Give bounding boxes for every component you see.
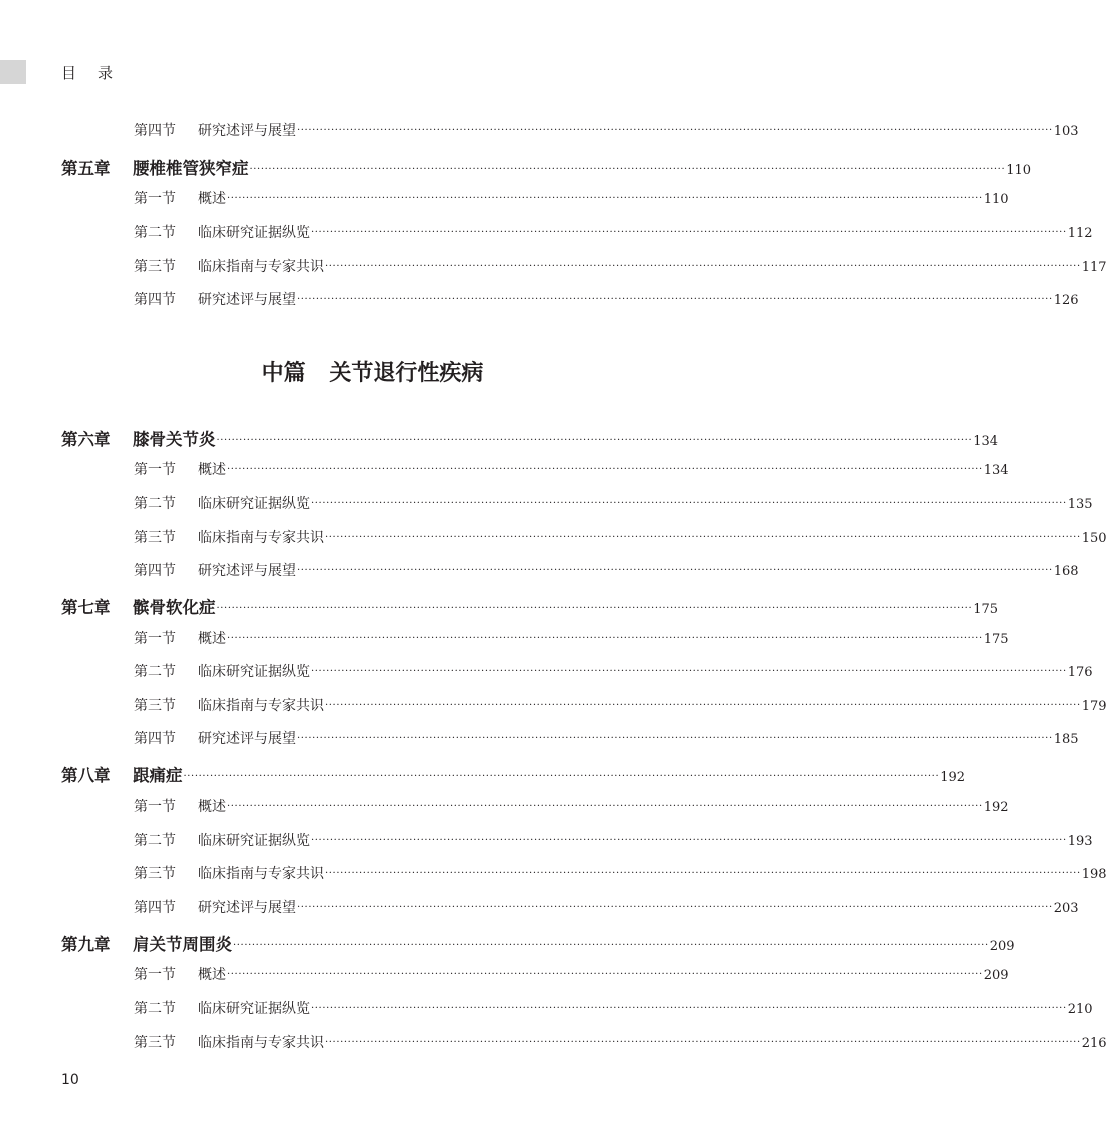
dot-leader: ········································································································································································································ — [227, 193, 983, 204]
toc-entry-page: 192 — [940, 770, 966, 785]
toc-entry-page: 175 — [973, 602, 999, 617]
toc-section-entry[interactable] — [134, 527, 1107, 547]
dot-leader: ········································································································································································································ — [311, 1003, 1067, 1014]
toc-entry-number: 第九章 — [61, 935, 111, 954]
dot-leader: ········································································································································································································ — [297, 565, 1053, 576]
toc-entry-number: 第四节 — [134, 731, 176, 747]
toc-entry-number: 第二节 — [134, 225, 176, 241]
toc-entry-title: 临床指南与专家共识 — [198, 866, 324, 882]
toc-entry-title: 临床研究证据纵览 — [198, 833, 310, 849]
toc-section-entry[interactable] — [134, 830, 1093, 850]
toc-entry-number: 第一节 — [134, 191, 176, 207]
toc-entry-number: 第四节 — [134, 123, 176, 139]
toc-entry-page: 216 — [1081, 1036, 1107, 1051]
toc-chapter-entry[interactable] — [61, 594, 999, 618]
toc-entry-page: 209 — [989, 939, 1015, 954]
dot-leader: ········································································································································································································ — [297, 733, 1053, 744]
toc-entry-page: 209 — [983, 968, 1009, 983]
toc-entry-number: 第一节 — [134, 799, 176, 815]
toc-section-entry[interactable] — [134, 459, 1009, 479]
toc-section-entry[interactable] — [134, 256, 1107, 276]
toc-section-entry[interactable] — [134, 560, 1079, 580]
toc-entry-page: 150 — [1081, 531, 1107, 546]
toc-entry-title: 髌骨软化症 — [133, 598, 216, 617]
toc-entry-number: 第七章 — [61, 598, 111, 617]
toc-entry-number: 第二节 — [134, 1001, 176, 1017]
toc-chapter-entry[interactable] — [61, 155, 1032, 179]
toc-entry-title: 临床研究证据纵览 — [198, 664, 310, 680]
toc-chapter-entry[interactable] — [61, 762, 966, 786]
toc-entry-title: 腰椎椎管狭窄症 — [133, 159, 249, 178]
toc-entry-number: 第八章 — [61, 766, 111, 785]
toc-entry-title: 临床研究证据纵览 — [198, 1001, 310, 1017]
dot-leader: ········································································································································································································ — [325, 261, 1081, 272]
toc-entry-page: 134 — [973, 434, 999, 449]
toc-entry-number: 第四节 — [134, 563, 176, 579]
dot-leader: ········································································································································································································ — [297, 294, 1053, 305]
toc-section-entry[interactable] — [134, 796, 1009, 816]
dot-leader: ········································································································································································································ — [227, 464, 983, 475]
toc-entry-page: 110 — [983, 192, 1009, 207]
toc-entry-title: 研究述评与展望 — [198, 900, 296, 916]
toc-entry-page: 134 — [983, 463, 1009, 478]
toc-entry-title: 研究述评与展望 — [198, 563, 296, 579]
toc-entry-title: 研究述评与展望 — [198, 123, 296, 139]
toc-chapter-entry[interactable] — [61, 426, 999, 450]
toc-entry-page: 193 — [1067, 834, 1093, 849]
dot-leader: ········································································································································································································ — [325, 1037, 1081, 1048]
dot-leader: ········································································································································································································ — [227, 801, 983, 812]
toc-section-entry[interactable] — [134, 628, 1009, 648]
dot-leader: ········································································································································································································ — [216, 603, 973, 614]
toc-entry-number: 第一节 — [134, 462, 176, 478]
toc-entry-title: 临床指南与专家共识 — [198, 259, 324, 275]
toc-entry-title: 概述 — [198, 967, 226, 983]
dot-leader: ········································································································································································································ — [227, 633, 983, 644]
toc-entry-page: 203 — [1053, 901, 1079, 916]
toc-entry-title: 肩关节周围炎 — [133, 935, 232, 954]
toc-entry-number: 第五章 — [61, 159, 111, 178]
dot-leader: ········································································································································································································ — [233, 940, 989, 951]
toc-entry-page: 198 — [1081, 867, 1107, 882]
toc-entry-title: 概述 — [198, 799, 226, 815]
dot-leader: ········································································································································································································ — [311, 666, 1067, 677]
toc-entry-page: 175 — [983, 632, 1009, 647]
dot-leader: ········································································································································································································ — [325, 700, 1081, 711]
dot-leader: ········································································································································································································ — [249, 164, 1006, 175]
toc-entry-title: 膝骨关节炎 — [133, 430, 216, 449]
toc-entry-number: 第二节 — [134, 833, 176, 849]
toc-section-entry[interactable] — [134, 863, 1107, 883]
part-name: 关节退行性疾病 — [329, 361, 484, 386]
toc-section-entry[interactable] — [134, 222, 1093, 242]
toc-entry-number: 第二节 — [134, 664, 176, 680]
dot-leader: ········································································································································································································ — [325, 532, 1081, 543]
toc-entry-title: 临床研究证据纵览 — [198, 225, 310, 241]
toc-entry-number: 第一节 — [134, 631, 176, 647]
toc-section-entry[interactable] — [134, 964, 1009, 984]
dot-leader: ········································································································································································································ — [183, 771, 940, 782]
toc-entry-number: 第六章 — [61, 430, 111, 449]
toc-entry-title: 研究述评与展望 — [198, 731, 296, 747]
part-title — [0, 356, 745, 387]
part-label: 中篇 — [261, 361, 306, 386]
toc-entry-page: 135 — [1067, 497, 1093, 512]
dot-leader: ········································································································································································································ — [311, 835, 1067, 846]
toc-entry-page: 210 — [1067, 1002, 1093, 1017]
toc-section-entry[interactable] — [134, 120, 1079, 140]
toc-section-entry[interactable] — [134, 289, 1079, 309]
toc-entry-title: 临床指南与专家共识 — [198, 530, 324, 546]
toc-entry-title: 概述 — [198, 191, 226, 207]
toc-entry-title: 临床指南与专家共识 — [198, 698, 324, 714]
toc-entry-page: 112 — [1067, 226, 1093, 241]
toc-entry-number: 第三节 — [134, 1035, 176, 1051]
toc-entry-number: 第一节 — [134, 967, 176, 983]
toc-entry-page: 126 — [1053, 293, 1079, 308]
toc-entry-page: 192 — [983, 800, 1009, 815]
toc-entry-title: 概述 — [198, 462, 226, 478]
toc-entry-number: 第三节 — [134, 530, 176, 546]
dot-leader: ········································································································································································································ — [216, 435, 973, 446]
header-tab-marker — [0, 60, 26, 84]
toc-section-entry[interactable] — [134, 695, 1107, 715]
toc-section-entry[interactable] — [134, 897, 1079, 917]
dot-leader: ········································································································································································································ — [297, 125, 1053, 136]
page-number: 10 — [61, 1072, 79, 1088]
header-title: 目录 — [61, 64, 136, 82]
toc-entry-page: 168 — [1053, 564, 1079, 579]
toc-entry-page: 117 — [1081, 260, 1107, 275]
toc-section-entry[interactable] — [134, 188, 1009, 208]
toc-entry-page: 185 — [1053, 732, 1079, 747]
toc-section-entry[interactable] — [134, 728, 1079, 748]
toc-entry-page: 179 — [1081, 699, 1107, 714]
toc-entry-title: 临床研究证据纵览 — [198, 496, 310, 512]
toc-entry-number: 第三节 — [134, 698, 176, 714]
toc-entry-page: 176 — [1067, 665, 1093, 680]
toc-section-entry[interactable] — [134, 998, 1093, 1018]
toc-entry-title: 概述 — [198, 631, 226, 647]
toc-section-entry[interactable] — [134, 661, 1093, 681]
toc-chapter-entry[interactable] — [61, 931, 1015, 955]
toc-entry-number: 第四节 — [134, 900, 176, 916]
toc-entry-title: 临床指南与专家共识 — [198, 1035, 324, 1051]
toc-entry-page: 103 — [1053, 124, 1079, 139]
dot-leader: ········································································································································································································ — [227, 969, 983, 980]
dot-leader: ········································································································································································································ — [311, 498, 1067, 509]
toc-entry-number: 第二节 — [134, 496, 176, 512]
toc-entry-page: 110 — [1006, 163, 1032, 178]
toc-section-entry[interactable] — [134, 493, 1093, 513]
toc-entry-number: 第三节 — [134, 259, 176, 275]
toc-entry-number: 第四节 — [134, 292, 176, 308]
dot-leader: ········································································································································································································ — [297, 902, 1053, 913]
toc-entry-number: 第三节 — [134, 866, 176, 882]
toc-entry-title: 跟痛症 — [133, 766, 183, 785]
toc-entry-title: 研究述评与展望 — [198, 292, 296, 308]
toc-section-entry[interactable] — [134, 1032, 1107, 1052]
dot-leader: ········································································································································································································ — [325, 868, 1081, 879]
dot-leader: ········································································································································································································ — [311, 227, 1067, 238]
